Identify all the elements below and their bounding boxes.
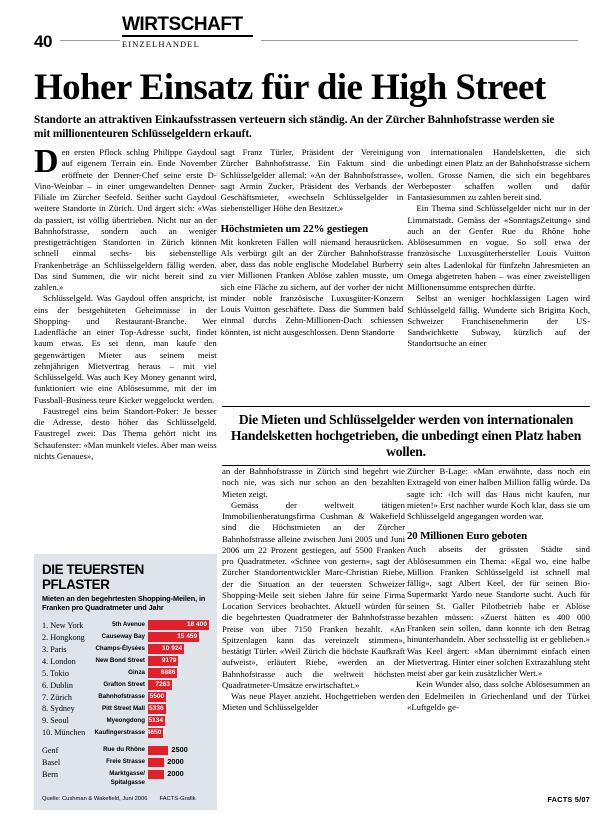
chart-row: [42, 727, 209, 738]
chart-row-city: 8. Sydney: [42, 704, 75, 714]
chart-bar-value: 18 400: [186, 621, 207, 629]
page-number: 40: [34, 32, 52, 51]
chart-row-street: Grafton Street: [103, 681, 145, 689]
chart-row: [42, 691, 209, 702]
chart-bar: [148, 632, 199, 642]
chart-bar: [148, 680, 172, 690]
paragraph: Schlüsselgeld. Was Gaydoul offen anspricht, ist eins der bestgehüteten Geheimnisse in der Shopping- und Restaurant-Branche. Wer Ladenfläche an einer Top-Adresse sucht, findet kaum etwas. Es sei denn, man kaufe den gegenwärtigen Mieter aus seinem meist zehnjährigen Mietvertrag heraus – mit viel Schlüsselgeld. Was auch Key Money genannt wird, funktioniert wie eine Ablösesumme, mit der im Fussball-Business teure Kicker weggelockt werden.: [34, 293, 217, 405]
chart-row-street: Ginza: [128, 669, 145, 677]
paragraph: Zürcher B-Lage: «Man erwähnte, dass noch ein Extrageld von einer halben Million fällig würde. Da sagte ich: ‹Ich will das Haus nicht kaufen, nur mieten!» Erst nachher wurde Koch klar, dass sie um Schlüsselgeld angegangen worden war.: [407, 466, 590, 521]
chart-bar: [148, 692, 166, 702]
infographic-box: [34, 554, 217, 810]
chart-row-street: Kaufingerstrasse: [94, 728, 145, 736]
chart-row-street: Marktgasse/ Spitalgasse: [109, 770, 145, 786]
chart-row: [42, 655, 209, 666]
chart-row-city: Genf: [42, 746, 59, 756]
paragraph: Faustregel eins beim Standort-Poker: Je besser die Adresse, desto höher das Schlüsselgeld. Faustregel zwei: Das Thema gehört nicht ins Schaufenster: «Man munkelt vieles. Aber man weiss nichts Genaues»,: [34, 405, 217, 461]
chart-row-city: 1. New York: [42, 620, 84, 630]
subheading: Höchstmieten um 22% gestiegen: [220, 222, 369, 235]
infographic-source-line: [42, 795, 209, 803]
chart-row: [42, 631, 209, 642]
chart-bar-track: [148, 704, 209, 714]
chart-bar-value: 5500: [149, 693, 165, 701]
paragraph: [34, 143, 217, 293]
article-columns-bottom: [222, 466, 590, 714]
chart-bar-track: [148, 632, 209, 642]
chart-row-street: Freie Strasse: [106, 758, 145, 766]
chart-bar-value: 2000: [167, 757, 184, 767]
drop-cap: D: [34, 143, 59, 180]
chart-row-street: Bahnhofstrasse: [98, 693, 145, 700]
chart-bar: [148, 704, 166, 714]
column-3-lower: [407, 466, 590, 714]
chart-bar: [148, 770, 164, 779]
chart-bar-track: [148, 758, 184, 767]
chart-row-street: 5th Avenue: [112, 621, 145, 629]
paragraph: an der Bahnhofstrasse in Zürich sind begehrt wie noch nie, was sich nur schon an den bezahlten Mieten zeigt.: [222, 466, 405, 499]
chart-bar: [148, 644, 184, 654]
chart-row: [42, 619, 209, 630]
standfirst: Standorte an attraktiven Einkaufsstrassen verteuern sich ständig. An der Zürcher Bahnhofstrasse werden sie mit millionenteuren Schlüsselgeldern erkauft.: [34, 114, 555, 140]
chart-bar-value: 2000: [167, 769, 184, 779]
paragraph-text: en ersten Pflock schlug Philippe Gaydoul auf eigenem Terrain ein. Ende November eröffnete der Denner-Chef seine erste D-Vino-Weinbar – in einer umgewandelten Denner-Filiale im Zürcher Seefeld. Seither sucht Gaydoul weitere Standorte in Zürich. Und ärgert sich: «Was da passiert, ist völlig übertrieben. Nicht nur an der Bahnhofstrasse, sondern auch an weniger prestigeträchtigen Standorten in Zürich können schnell einmal sechs- bis siebenstellige Frankenbeträge an Schlüsselgeldern fällig werden. Das sind Summen, die wir nicht bereit sind zu zahlen.»: [34, 147, 217, 292]
chart-row-street: New Bond Street: [95, 657, 145, 665]
chart-bar-value: 9179: [161, 657, 177, 665]
chart-row-street: Champs-Élysées: [95, 645, 145, 653]
chart-row-city: 7. Zürich: [42, 692, 73, 702]
chart-bar-track: [148, 644, 209, 654]
chart-row-city: 2. Hongkong: [42, 632, 85, 642]
chart-bar-track: [148, 728, 209, 738]
chart-bar-value: 5134: [148, 717, 164, 725]
magazine-page: [0, 14, 602, 814]
chart-bar-track: [148, 716, 209, 726]
paragraph: Mit konkreten Fällen will niemand herausrücken. Als verbürgt gilt an der Zürcher Bahnhofstrasse aber, dass das noble englische Modelabel Burberry vier Millionen Franken Ablöse zahlen musste, um sich eine Fläche zu sichern, auf der vorher der nicht minder noble französische Luxusgüter-Konzern Louis Vuitton geschäftete. Dass die Summen bald einmal durchs Zehn-Millionen-Dach schiessen könnten, ist nicht ausgeschlossen. Denn Standorte: [220, 236, 404, 337]
chart-bar: [148, 620, 209, 630]
chart-row: [42, 715, 209, 726]
chart-bar-value: 8886: [160, 669, 176, 677]
chart-row-city: 4. London: [42, 656, 76, 666]
infographic-subtitle: Mieten an den begehrtesten Shopping-Meilen, in Franken pro Quadratmeter und Jahr: [42, 594, 206, 613]
section-block: [120, 14, 261, 49]
chart-bar-track: [148, 770, 184, 779]
pull-quote: [222, 406, 590, 466]
headline: Hoher Einsatz für die High Street: [34, 67, 546, 108]
chart-bar-value: 2500: [171, 745, 188, 755]
chart-bar-track: [148, 680, 209, 690]
chart-bar: [148, 746, 168, 755]
chart-row-city: Bern: [42, 770, 58, 780]
chart-row: [42, 643, 209, 654]
chart-row-city: Basel: [42, 758, 61, 768]
chart-bar: [148, 728, 163, 738]
chart-bar-value: 7263: [155, 681, 171, 689]
infographic-bar-list: [42, 619, 209, 738]
chart-row-street: Myeongdong: [106, 716, 145, 724]
footer-issue: FACTS 5/07: [547, 795, 590, 804]
chart-bar-track: [148, 746, 188, 755]
chart-row-city: 6. Dublin: [42, 680, 73, 690]
chart-row-street: Pitt Street Mall: [102, 704, 145, 712]
masthead: [24, 14, 578, 58]
chart-bar-track: [148, 692, 209, 702]
paragraph: sagt Franz Türler, Präsident der Vereinigung Zürcher Bahnhofstrasse. Ein Faktum sind die Schlüsselgelder allemal: «An der Bahnhofstrasse», sagt Armin Zucker, Präsident des Verbands der Geschäftsmieter, «wechseln Schlüsselgelder in siebenstelliger Höhe den Besitzer.»: [220, 147, 404, 214]
chart-row-city: 3. Paris: [42, 644, 67, 654]
chart-row-street: Rue du Rhône: [103, 746, 145, 754]
paragraph: Was neue Player anzieht. Hochgetrieben werden Mieten und Schlüsselgelder: [222, 691, 405, 713]
paragraph: Gemäss der weltweit tätigen Immobilienberatungsfirma Cushman & Wakefield sind die Höchstmieten an der Zürcher Bahnhofstrasse alleine zwischen Juni 2005 und Juni 2006 um 22 Prozent gestiegen, auf 5500 Franken pro Quadratmeter. «Schnee von gestern», sagt der Zürcher Standortentwickler Marc-Christian Riebe, der die Situation an der teuersten Schweizer Shopping-Meile seit sieben Jahre für seine Firma Location Services beobachtet. Aktuell würden für die begehrtesten Quadratmeter der Bahnhofstrasse Preise von über 7150 Franken bezahlt. «An Spitzenlagen kann das vereinzelt stimmen», bestätigt Türler. «Weil Zürich die höchste Kaufkraft aufweist», erläutert Riebe, «werden an der Bahnhofstrasse auch die weltweit höchsten Quadratmeter-Umsätze erwirtschaftet.»: [222, 499, 405, 690]
infographic-credit: FACTS-Grafik: [159, 796, 196, 803]
chart-bar-value: 4650: [146, 729, 162, 737]
chart-bar: [148, 758, 164, 767]
pull-quote-text: Die Mieten und Schlüsselgelder werden von internationalen Handelsketten hochgetrieben, die unbedingt einen Platz haben wollen.: [230, 412, 582, 459]
paragraph: Auch abseits der grössten Städte sind Ablösesummen ein Thema: «Egal wo, eine halbe Million Franken Schlüsselgeld ist schnell mal fällig», sagt Albert Keel, der für seinen Bio-Supermarkt Yardo neue Standorte sucht. Auch für seinen St. Galler Pilotbetrieb habe er Ablöse bezahlen müssen: «Zuerst hätten es 400 000 Franken sein sollen, dann konnte ich den Betrag hinunterhandeln. Aber sechsstellig ist er geblieben.» Was Keel ärgert: «Man übernimmt einfach einen Mietvertrag. Hinter einer solchen Extrazahlung steht meist aber gar kein zusätzlicher Wert.»: [407, 544, 590, 678]
paragraph: Ein Thema sind Schlüsselgelder nicht nur in der Limmatstadt. Gemäss der «SonntagsZeitung» sind auch an der Genfer Rue du Rhône hohe Ablösesummen en vogue. So soll etwa der französische Luxusgüterhersteller Louis Vuitton sein altes Ladenlokal für fünfzehn Jahresmieten an Omega abgetreten haben – was einer zweistelligen Millionensumme entsprechen dürfte.: [407, 203, 591, 292]
chart-bar-value: 15 459: [177, 633, 198, 641]
chart-row-city: 5. Tokio: [42, 668, 70, 678]
subsection-title: EINZELHANDEL: [122, 39, 200, 49]
infographic-source: Quelle: Cushman & Wakefield, Juni 2006: [42, 796, 148, 803]
chart-row: [42, 679, 209, 690]
chart-bar-track: [148, 620, 209, 630]
chart-bar-value: 5336: [149, 705, 164, 713]
chart-row-secondary: [42, 758, 209, 769]
column-2-lower: [222, 466, 405, 714]
chart-bar-value: 10 924: [162, 645, 183, 653]
chart-bar-track: [148, 668, 209, 678]
chart-row-city: 9. Seoul: [42, 716, 69, 726]
chart-row-secondary: [42, 746, 209, 757]
chart-bar-track: [148, 656, 209, 666]
chart-row-street: Causeway Bay: [101, 633, 145, 641]
section-title: WIRTSCHAFT: [122, 14, 253, 37]
paragraph: Selbst an weniger hochklassigen Lagen wird Schlüsselgeld fällig. Wunderte sich Brigitta Koch, Schweizer Franchisenehmerin der US-Sandwichkette Subway, kürzlich auf der Standortsuche an einer: [407, 293, 591, 349]
chart-row-city: 10. München: [42, 728, 86, 738]
infographic-secondary-list: [42, 746, 209, 787]
chart-bar: [148, 668, 177, 678]
chart-row: [42, 703, 209, 714]
chart-row: [42, 667, 209, 678]
chart-bar: [148, 716, 165, 726]
paragraph: von internationalen Handelsketten, die sich unbedingt einen Platz an der Bahnhofstrasse sichern wollen. Grosse Namen, die sich ein begehbares Werbeposter schaffen wollen und dafür Fantasiesummen zu zahlen bereit sind.: [407, 147, 591, 202]
infographic-title: DIE TEUERSTEN PFLASTER: [42, 562, 144, 592]
chart-bar: [148, 656, 178, 666]
column-1: [34, 143, 217, 462]
chart-row-secondary: [42, 770, 209, 787]
paragraph: Kein Wunder also, dass solche Ablösesummen an den Edelmeilen in Griechenland und der Türkei «Luftgeld» ge-: [407, 679, 590, 712]
subheading: 20 Millionen Euro geboten: [407, 530, 527, 543]
